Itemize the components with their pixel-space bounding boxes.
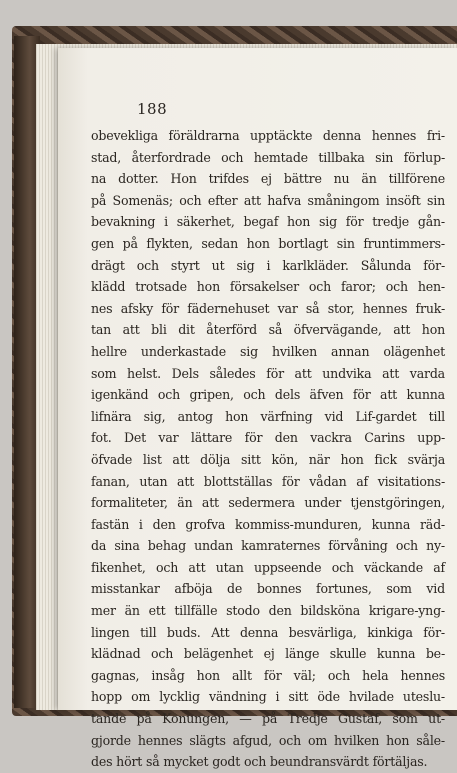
text-line: gjorde hennes slägts afgud, och om hvilken hon såle- xyxy=(91,732,445,748)
text-line: misstankar afböja de bonnes fortunes, som vid xyxy=(91,581,445,597)
text-line: hellre underkastade sig hvilken annan olägenhet xyxy=(91,343,445,359)
text-line: gagnas, insåg hon allt för väl; och hela hennes xyxy=(91,667,445,683)
text-line: des hört så mycket godt och beundransvärdt förtäljas. xyxy=(91,754,428,770)
text-line: som helst. Dels således för att undvika att varda xyxy=(91,365,445,381)
text-line: stad, återfordrade och hemtade tillbaka sin förlup- xyxy=(91,149,445,165)
text-line: fastän i den grofva kommiss-munduren, kunna räd- xyxy=(91,516,445,532)
text-line: gen på flykten, sedan hon bortlagt sin fruntimmers- xyxy=(91,235,445,251)
text-line: na dotter. Hon trifdes ej bättre nu än tillförene xyxy=(91,171,445,187)
text-line: lingen till buds. Att denna besvärliga, kinkiga för- xyxy=(91,624,445,640)
text-line: obevekliga föräldrarna upptäckte denna hennes fri- xyxy=(91,128,445,143)
text-line: öfvade list att dölja sitt kön, när hon fick svärja xyxy=(91,451,445,467)
text-line: fanan, utan att blottställas för vådan af visitations- xyxy=(91,473,445,489)
text-line: tande på Konungen, — på Tredje Gustaf, som ut- xyxy=(91,711,445,727)
text-line: klädnad och belägenhet ej länge skulle kunna be- xyxy=(91,646,445,662)
text-line: igenkänd och gripen, och dels äfven för att kunna xyxy=(91,387,445,403)
page-body-text xyxy=(91,125,445,773)
text-line: hopp om lycklig vändning i sitt öde hvilade uteslu- xyxy=(91,689,445,705)
text-line: da sina behag undan kamraternes förvåning och ny- xyxy=(91,538,445,554)
text-line: mer än ett tillfälle stodo den bildsköna krigare-yng- xyxy=(91,603,445,619)
text-line: bevakning i säkerhet, begaf hon sig för tredje gån- xyxy=(91,214,445,230)
page-number: 188 xyxy=(137,100,168,118)
text-line: tan att bli dit återförd så öfvervägande, att hon xyxy=(91,322,445,338)
text-line: formaliteter, än att sedermera under tjenstgöringen, xyxy=(91,495,445,511)
text-line: fikenhet, och att utan uppseende och väckande af xyxy=(91,559,445,575)
text-line: fot. Det var lättare för den vackra Carins upp- xyxy=(91,430,445,446)
text-line: nes afsky för fädernehuset var så stor, hennes fruk- xyxy=(91,300,445,316)
text-line: klädd trotsade hon försakelser och faror; och hen- xyxy=(91,279,445,295)
text-line: drägt och styrt ut sig i karlkläder. Sålunda för- xyxy=(91,257,445,273)
text-line: på Somenäs; och efter att hafva småningom insöft sin xyxy=(91,192,445,208)
text-line: lifnära sig, antog hon värfning vid Lif-gardet till xyxy=(91,408,445,424)
